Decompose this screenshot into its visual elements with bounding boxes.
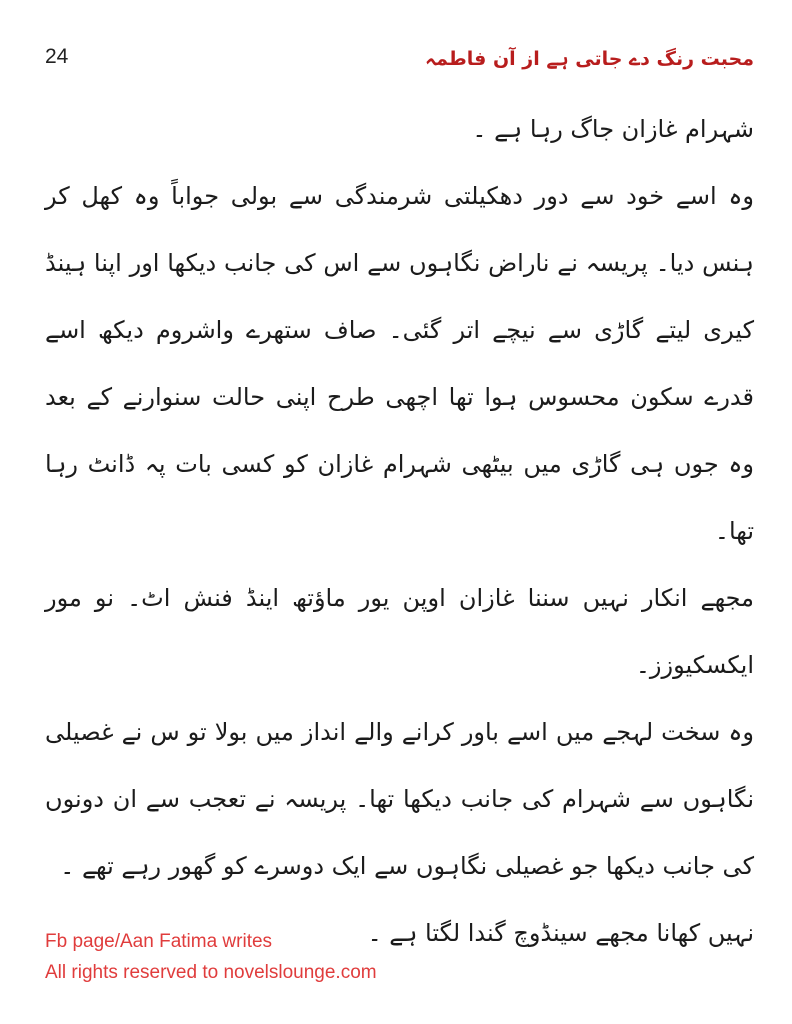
body-paragraph: وہ سخت لہجے میں اسے باور کرانے والے انداز میں بولا تو س نے غصیلی نگاہوں سے شہرام کی جانب دیکھا تھا۔ پریسہ نے تعجب سے ان دونوں کی جانب دیکھا جو غصیلی نگاہوں سے ایک دوسرے کو گھور رہے تھے ۔ [45,718,754,880]
body-paragraph: نہیں کھانا مجھے سینڈوچ گندا لگتا ہے ۔ [367,919,754,947]
body-paragraph: وہ اسے خود سے دور دھکیلتی شرمندگی سے بولی جواباً وہ کھل کر ہنس دیا۔ پریسہ نے ناراض نگاہوں سے اس کی جانب دیکھا اور اپنا ہینڈ کیری لیتے گاڑی سے نیچے اتر گئی۔ صاف ستھرے واشروم دیکھ اسے قدرے سکون محسوس ہوا تھا اچھی طرح اپنی حالت سنوارنے کے بعد وہ جوں ہی گاڑی میں بیٹھی شہرام غازان کو کسی بات پہ ڈانٹ رہا تھا۔ [45,182,754,545]
body-paragraph: مجھے انکار نہیں سننا غازان اوپن یور ماؤتھ اینڈ فنش اٹ۔ نو مور ایکسکیوزز۔ [45,584,754,679]
page-number: 24 [45,45,69,68]
rights-notice: All rights reserved to novelslounge.com [45,962,377,983]
story-text [45,96,754,967]
page-footer [45,926,377,988]
fb-page-credit: Fb page/Aan Fatima writes [45,931,273,952]
body-paragraph: شہرام غازان جاگ رہا ہے ۔ [472,115,754,143]
book-title: محبت رنگ دے جاتی ہے از آن فاطمہ [424,48,754,70]
page-header [45,44,754,74]
